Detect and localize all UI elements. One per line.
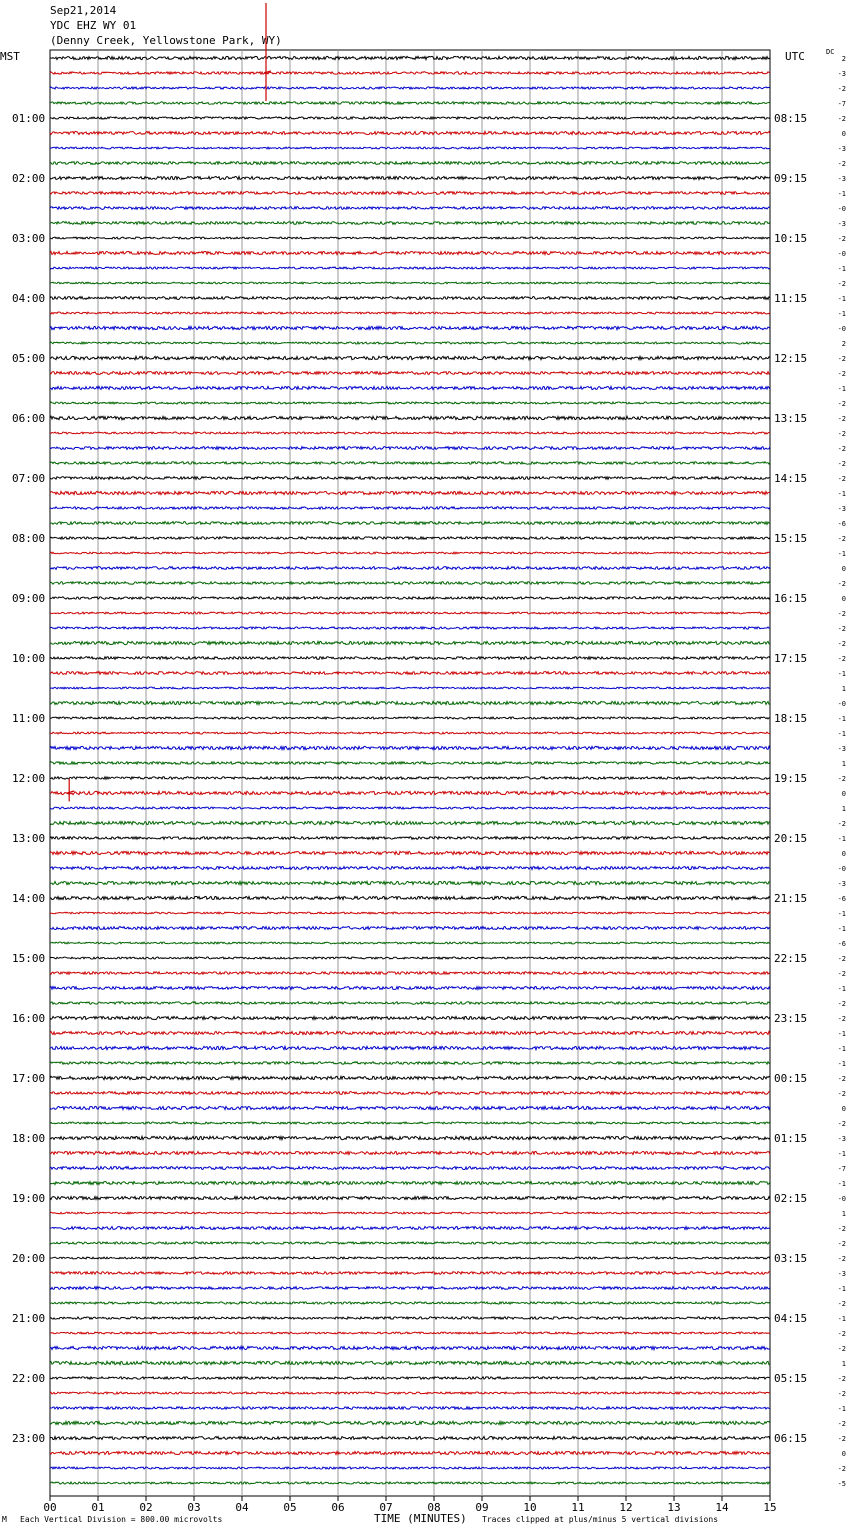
- dc-offset-31: -6: [837, 520, 846, 528]
- trace-32: [50, 537, 770, 539]
- dc-offset-19: 2: [841, 340, 846, 348]
- dc-offset-27: -2: [837, 460, 846, 468]
- trace-1: [50, 72, 770, 74]
- dc-offset-77: 1: [841, 1210, 846, 1218]
- trace-94: [50, 1467, 770, 1469]
- event-mark-1: [67, 779, 74, 801]
- dc-offset-68: -2: [837, 1075, 846, 1083]
- hour-label-right-16: 23:15: [774, 1012, 808, 1025]
- trace-76: [50, 1196, 770, 1199]
- trace-13: [50, 251, 770, 254]
- trace-23: [50, 402, 770, 404]
- hour-label-right-19: 02:15: [774, 1192, 808, 1205]
- dc-offset-67: -1: [837, 1060, 846, 1068]
- dc-offset-93: 0: [841, 1450, 846, 1458]
- dc-offset-54: -0: [837, 865, 846, 873]
- dc-offset-55: -3: [837, 880, 846, 888]
- x-tick-label-06: 06: [331, 1501, 345, 1514]
- dc-offset-21: -2: [837, 370, 846, 378]
- hour-label-right-11: 18:15: [774, 712, 808, 725]
- trace-2: [50, 87, 770, 89]
- dc-offset-29: -1: [837, 490, 846, 498]
- trace-72: [50, 1136, 770, 1139]
- hour-label-right-5: 12:15: [774, 352, 808, 365]
- dc-offset-58: -1: [837, 925, 846, 933]
- hour-label-right-23: 06:15: [774, 1432, 808, 1445]
- dc-offset-73: -1: [837, 1150, 846, 1158]
- trace-92: [50, 1436, 770, 1439]
- hour-label-left-23: 23:00: [12, 1432, 46, 1445]
- scale-mark: M: [2, 1515, 7, 1524]
- trace-52: [50, 837, 770, 840]
- scale-note: Each Vertical Division = 800.00 microvolts: [20, 1515, 223, 1524]
- trace-85: [50, 1332, 770, 1334]
- trace-66: [50, 1046, 770, 1049]
- dc-offset-37: -2: [837, 610, 846, 618]
- dc-offset-79: -2: [837, 1240, 846, 1248]
- trace-14: [50, 267, 770, 269]
- hour-label-left-3: 03:00: [12, 232, 46, 245]
- dc-offset-header: DC: [826, 48, 835, 56]
- station-location: (Denny Creek, Yellowstone Park, WY): [50, 34, 282, 47]
- dc-offset-12: -2: [837, 235, 846, 243]
- dc-offset-72: -3: [837, 1135, 846, 1143]
- dc-offset-61: -2: [837, 970, 846, 978]
- trace-28: [50, 477, 770, 480]
- dc-offset-5: 0: [841, 130, 846, 138]
- trace-10: [50, 207, 770, 210]
- dc-offset-16: -1: [837, 295, 846, 303]
- trace-19: [50, 342, 770, 344]
- hour-label-left-5: 05:00: [12, 352, 46, 365]
- trace-18: [50, 326, 770, 329]
- trace-95: [50, 1482, 770, 1484]
- trace-48: [50, 777, 770, 780]
- trace-71: [50, 1122, 770, 1124]
- trace-83: [50, 1302, 770, 1304]
- dc-offset-26: -2: [837, 445, 846, 453]
- dc-offset-7: -2: [837, 160, 846, 168]
- dc-offset-32: -2: [837, 535, 846, 543]
- dc-offset-69: -2: [837, 1090, 846, 1098]
- hour-label-left-22: 22:00: [12, 1372, 46, 1385]
- dc-offset-8: -3: [837, 175, 846, 183]
- dc-offset-41: -1: [837, 670, 846, 678]
- trace-91: [50, 1421, 770, 1424]
- trace-68: [50, 1076, 770, 1079]
- dc-offset-40: -2: [837, 655, 846, 663]
- dc-offset-25: -2: [837, 430, 846, 438]
- dc-offset-83: -2: [837, 1300, 846, 1308]
- trace-9: [50, 192, 770, 195]
- trace-46: [50, 746, 770, 749]
- hour-label-left-16: 16:00: [12, 1012, 46, 1025]
- dc-offset-18: -0: [837, 325, 846, 333]
- hour-label-right-18: 01:15: [774, 1132, 808, 1145]
- dc-offset-46: -3: [837, 745, 846, 753]
- trace-77: [50, 1212, 770, 1214]
- trace-59: [50, 942, 770, 944]
- trace-67: [50, 1062, 770, 1065]
- dc-offset-22: -1: [837, 385, 846, 393]
- trace-35: [50, 582, 770, 585]
- dc-offset-59: -6: [837, 940, 846, 948]
- dc-offset-38: -2: [837, 625, 846, 633]
- trace-33: [50, 552, 770, 554]
- dc-offset-10: -0: [837, 205, 846, 213]
- trace-65: [50, 1031, 770, 1034]
- dc-offset-50: 1: [841, 805, 846, 813]
- dc-offset-60: -2: [837, 955, 846, 963]
- dc-offset-36: 0: [841, 595, 846, 603]
- trace-78: [50, 1227, 770, 1230]
- dc-offset-82: -1: [837, 1285, 846, 1293]
- x-tick-label-12: 12: [619, 1501, 633, 1514]
- trace-6: [50, 147, 770, 149]
- dc-offset-94: -2: [837, 1465, 846, 1473]
- x-tick-label-08: 08: [427, 1501, 441, 1514]
- trace-49: [50, 791, 770, 794]
- dc-offset-4: -2: [837, 115, 846, 123]
- hour-label-right-7: 14:15: [774, 472, 808, 485]
- dc-offset-48: -2: [837, 775, 846, 783]
- dc-offset-42: 1: [841, 685, 846, 693]
- hour-label-left-2: 02:00: [12, 172, 46, 185]
- dc-offset-88: -2: [837, 1375, 846, 1383]
- hour-label-left-21: 21:00: [12, 1312, 46, 1325]
- x-tick-label-15: 15: [763, 1501, 777, 1514]
- dc-offset-13: -0: [837, 250, 846, 258]
- trace-62: [50, 986, 770, 989]
- dc-offset-0: 2: [841, 55, 846, 63]
- trace-17: [50, 312, 770, 314]
- dc-offset-39: -2: [837, 640, 846, 648]
- hour-label-right-17: 00:15: [774, 1072, 808, 1085]
- dc-offset-95: -5: [837, 1480, 846, 1488]
- left-timezone-label: MST: [0, 50, 20, 63]
- trace-4: [50, 117, 770, 119]
- dc-offset-52: -1: [837, 835, 846, 843]
- hour-label-right-1: 08:15: [774, 112, 808, 125]
- dc-offset-43: -0: [837, 700, 846, 708]
- hour-label-right-13: 20:15: [774, 832, 808, 845]
- x-tick-label-04: 04: [235, 1501, 249, 1514]
- trace-64: [50, 1016, 770, 1019]
- dc-offset-47: 1: [841, 760, 846, 768]
- dc-offset-45: -1: [837, 730, 846, 738]
- trace-82: [50, 1287, 770, 1290]
- trace-73: [50, 1151, 770, 1154]
- hour-label-left-4: 04:00: [12, 292, 46, 305]
- trace-54: [50, 866, 770, 869]
- trace-29: [50, 491, 770, 494]
- trace-25: [50, 432, 770, 434]
- hour-label-right-14: 21:15: [774, 892, 808, 905]
- trace-34: [50, 567, 770, 570]
- x-tick-label-07: 07: [379, 1501, 393, 1514]
- x-tick-label-10: 10: [523, 1501, 537, 1514]
- hour-label-right-20: 03:15: [774, 1252, 808, 1265]
- trace-36: [50, 597, 770, 599]
- trace-53: [50, 851, 770, 854]
- trace-87: [50, 1361, 770, 1364]
- trace-63: [50, 1002, 770, 1004]
- x-tick-label-00: 00: [43, 1501, 57, 1514]
- hour-label-right-9: 16:15: [774, 592, 808, 605]
- hour-label-right-8: 15:15: [774, 532, 808, 545]
- plot-date: Sep21,2014: [50, 4, 117, 17]
- hour-label-left-13: 13:00: [12, 832, 46, 845]
- trace-3: [50, 102, 770, 104]
- hour-label-left-17: 17:00: [12, 1072, 46, 1085]
- trace-42: [50, 687, 770, 689]
- trace-15: [50, 282, 770, 284]
- hour-label-left-11: 11:00: [12, 712, 46, 725]
- trace-11: [50, 222, 770, 225]
- hour-label-left-10: 10:00: [12, 652, 46, 665]
- dc-offset-15: -2: [837, 280, 846, 288]
- hour-label-right-3: 10:15: [774, 232, 808, 245]
- dc-offset-28: -2: [837, 475, 846, 483]
- dc-offset-1: -3: [837, 70, 846, 78]
- dc-offset-23: -2: [837, 400, 846, 408]
- hour-label-right-22: 05:15: [774, 1372, 808, 1385]
- trace-69: [50, 1092, 770, 1095]
- dc-offset-81: -3: [837, 1270, 846, 1278]
- hour-label-left-14: 14:00: [12, 892, 46, 905]
- clip-note: Traces clipped at plus/minus 5 vertical divisions: [482, 1515, 719, 1524]
- hour-label-right-15: 22:15: [774, 952, 808, 965]
- trace-88: [50, 1377, 770, 1379]
- dc-offset-2: -2: [837, 85, 846, 93]
- trace-93: [50, 1451, 770, 1454]
- x-tick-label-01: 01: [91, 1501, 105, 1514]
- dc-offset-30: -3: [837, 505, 846, 513]
- trace-31: [50, 522, 770, 525]
- hour-label-left-18: 18:00: [12, 1132, 46, 1145]
- dc-offset-65: -1: [837, 1030, 846, 1038]
- trace-70: [50, 1106, 770, 1109]
- dc-offset-57: -1: [837, 910, 846, 918]
- trace-43: [50, 701, 770, 704]
- hour-label-right-2: 09:15: [774, 172, 808, 185]
- x-tick-label-05: 05: [283, 1501, 297, 1514]
- trace-22: [50, 386, 770, 389]
- right-timezone-label: UTC: [785, 50, 805, 63]
- trace-75: [50, 1181, 770, 1184]
- hour-label-right-4: 11:15: [774, 292, 808, 305]
- dc-offset-84: -1: [837, 1315, 846, 1323]
- dc-offset-62: -1: [837, 985, 846, 993]
- dc-offset-24: -2: [837, 415, 846, 423]
- hour-label-left-19: 19:00: [12, 1192, 46, 1205]
- dc-offset-64: -2: [837, 1015, 846, 1023]
- hour-label-left-15: 15:00: [12, 952, 46, 965]
- trace-80: [50, 1257, 770, 1259]
- x-tick-label-14: 14: [715, 1501, 729, 1514]
- dc-offset-51: -2: [837, 820, 846, 828]
- dc-offset-56: -6: [837, 895, 846, 903]
- x-tick-label-11: 11: [571, 1501, 585, 1514]
- hour-label-left-12: 12:00: [12, 772, 46, 785]
- trace-38: [50, 627, 770, 629]
- dc-offset-35: -2: [837, 580, 846, 588]
- x-tick-label-09: 09: [475, 1501, 489, 1514]
- hour-label-left-6: 06:00: [12, 412, 46, 425]
- dc-offset-11: -3: [837, 220, 846, 228]
- dc-offset-63: -2: [837, 1000, 846, 1008]
- trace-24: [50, 416, 770, 419]
- trace-7: [50, 162, 770, 165]
- x-axis-title: TIME (MINUTES): [374, 1512, 467, 1525]
- trace-60: [50, 957, 770, 959]
- trace-8: [50, 176, 770, 179]
- trace-56: [50, 896, 770, 899]
- trace-90: [50, 1407, 770, 1410]
- trace-40: [50, 657, 770, 660]
- dc-offset-70: 0: [841, 1105, 846, 1113]
- dc-offset-49: 0: [841, 790, 846, 798]
- trace-26: [50, 447, 770, 450]
- dc-offset-66: -1: [837, 1045, 846, 1053]
- trace-84: [50, 1317, 770, 1319]
- trace-21: [50, 372, 770, 375]
- dc-offset-74: -7: [837, 1165, 846, 1173]
- hour-label-left-1: 01:00: [12, 112, 46, 125]
- trace-55: [50, 881, 770, 884]
- hour-label-right-21: 04:15: [774, 1312, 808, 1325]
- trace-37: [50, 612, 770, 614]
- trace-50: [50, 807, 770, 809]
- dc-offset-53: 0: [841, 850, 846, 858]
- trace-61: [50, 972, 770, 975]
- dc-offset-90: -1: [837, 1405, 846, 1413]
- dc-offset-20: -2: [837, 355, 846, 363]
- trace-27: [50, 462, 770, 464]
- trace-39: [50, 641, 770, 644]
- dc-offset-92: -2: [837, 1435, 846, 1443]
- dc-offset-33: -1: [837, 550, 846, 558]
- trace-81: [50, 1272, 770, 1275]
- trace-12: [50, 237, 770, 239]
- dc-offset-6: -3: [837, 145, 846, 153]
- dc-offset-91: -2: [837, 1420, 846, 1428]
- dc-offset-76: -0: [837, 1195, 846, 1203]
- dc-offset-86: -2: [837, 1345, 846, 1353]
- trace-45: [50, 732, 770, 734]
- x-tick-label-13: 13: [667, 1501, 681, 1514]
- dc-offset-17: -1: [837, 310, 846, 318]
- trace-79: [50, 1242, 770, 1244]
- x-tick-label-02: 02: [139, 1501, 153, 1514]
- dc-offset-80: -2: [837, 1255, 846, 1263]
- trace-5: [50, 131, 770, 134]
- dc-offset-14: -1: [837, 265, 846, 273]
- hour-label-left-9: 09:00: [12, 592, 46, 605]
- trace-74: [50, 1167, 770, 1170]
- hour-label-left-7: 07:00: [12, 472, 46, 485]
- trace-0: [50, 56, 770, 59]
- dc-offset-85: -2: [837, 1330, 846, 1338]
- trace-20: [50, 356, 770, 359]
- dc-offset-3: -7: [837, 100, 846, 108]
- dc-offset-9: -1: [837, 190, 846, 198]
- trace-47: [50, 762, 770, 765]
- hour-label-left-8: 08:00: [12, 532, 46, 545]
- dc-offset-87: 1: [841, 1360, 846, 1368]
- trace-51: [50, 821, 770, 824]
- trace-30: [50, 507, 770, 510]
- dc-offset-75: -1: [837, 1180, 846, 1188]
- hour-label-right-6: 13:15: [774, 412, 808, 425]
- trace-57: [50, 912, 770, 914]
- trace-16: [50, 297, 770, 300]
- trace-44: [50, 717, 770, 719]
- trace-89: [50, 1392, 770, 1394]
- hour-label-left-20: 20:00: [12, 1252, 46, 1265]
- dc-offset-78: -2: [837, 1225, 846, 1233]
- x-tick-label-03: 03: [187, 1501, 201, 1514]
- dc-offset-34: 0: [841, 565, 846, 573]
- trace-58: [50, 927, 770, 930]
- dc-offset-44: -1: [837, 715, 846, 723]
- trace-41: [50, 672, 770, 675]
- trace-86: [50, 1346, 770, 1349]
- hour-label-right-12: 19:15: [774, 772, 808, 785]
- station-code: YDC EHZ WY 01: [50, 19, 137, 32]
- hour-label-right-10: 17:15: [774, 652, 808, 665]
- dc-offset-89: -2: [837, 1390, 846, 1398]
- dc-offset-71: -2: [837, 1120, 846, 1128]
